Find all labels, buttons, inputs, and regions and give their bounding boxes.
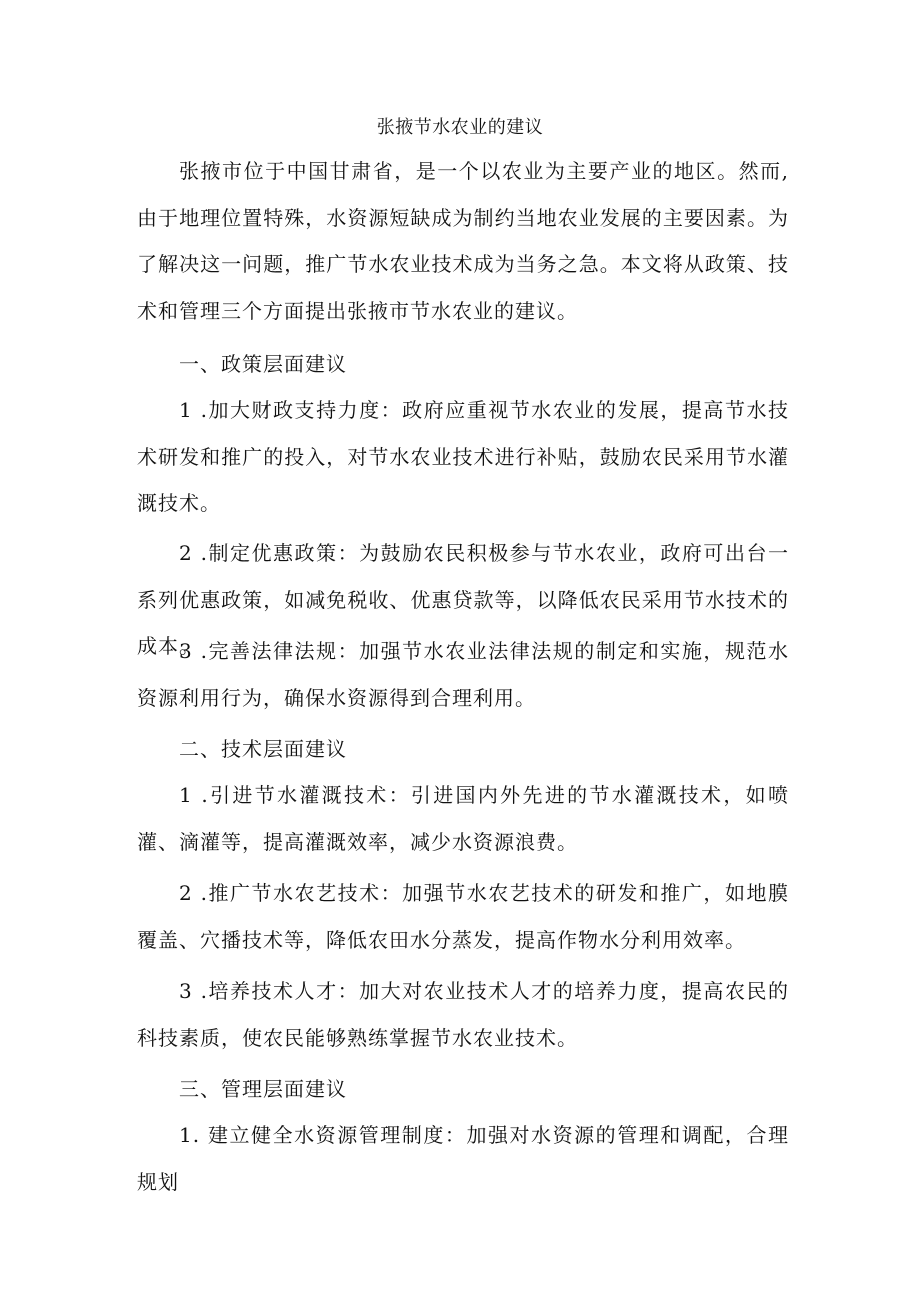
policy-item-3: 3 .完善法律法规：加强节水农业法律法规的制定和实施，规范水资源利用行为，确保水资源得到合理利用。 [137,639,789,710]
technology-item-3: 3 .培养技术人才：加大对农业技术人才的培养力度，提高农民的科技素质，使农民能够熟练掌握节水农业技术。 [137,979,789,1050]
document-title: 张掖节水农业的建议 [376,117,544,138]
intro-paragraph: 张掖市位于中国甘肃省，是一个以农业为主要产业的地区。然而,由于地理位置特殊，水资源短缺成为制约当地农业发展的主要因素。为了解决这一问题，推广节水农业技术成为当务之急。本文将从政策、技术和管理三个方面提出张掖市节水农业的建议。 [137,159,789,323]
technology-item-1: 1 .引进节水灌溉技术：引进国内外先进的节水灌溉技术，如喷灌、滴灌等，提高灌溉效率，减少水资源浪费。 [137,783,789,854]
management-item-1: 1. 建立健全水资源管理制度：加强对水资源的管理和调配，合理规划 [137,1123,789,1194]
section-heading-management: 三、管理层面建议 [179,1077,347,1101]
section-heading-policy: 一、政策层面建议 [179,352,347,376]
technology-item-2: 2 .推广节水农艺技术：加强节水农艺技术的研发和推广，如地膜覆盖、穴播技术等，降低农田水分蒸发，提高作物水分利用效率。 [137,881,789,952]
policy-item-2: 2 .制定优惠政策：为鼓励农民积极参与节水农业，政府可出台一系列优惠政策，如减免税收、优惠贷款等，以降低农民采用节水技术的成本。 [137,541,789,658]
policy-item-1: 1 .加大财政支持力度：政府应重视节水农业的发展，提高节水技术研发和推广的投入，对节水农业技术进行补贴，鼓励农民采用节水灌溉技术。 [137,398,789,515]
section-heading-technology: 二、技术层面建议 [179,737,347,761]
